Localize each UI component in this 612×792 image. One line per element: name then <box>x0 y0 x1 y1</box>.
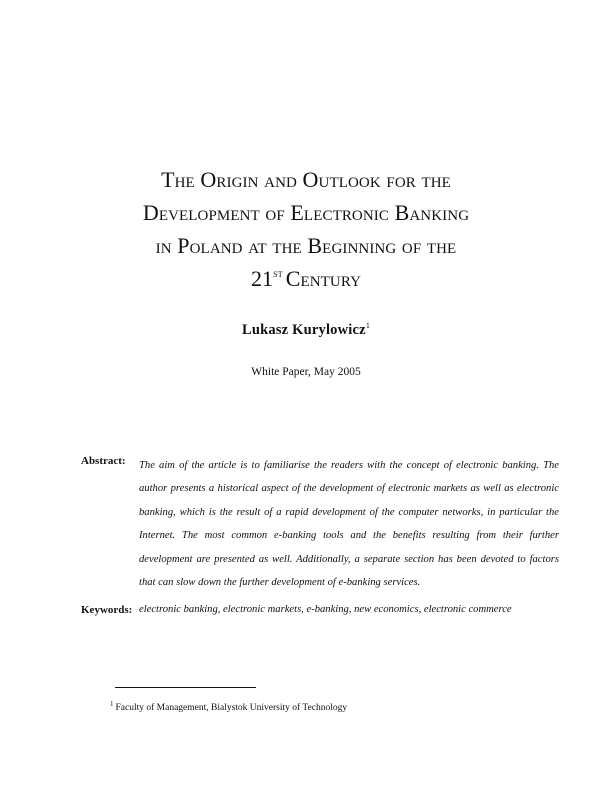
title-line-4 <box>0 262 612 295</box>
footnote <box>110 700 348 713</box>
paper-title <box>0 163 612 295</box>
footnote-text: Faculty of Management, Bialystok University of Technology <box>115 703 348 713</box>
title-ordinal-suffix: st <box>273 268 283 280</box>
author-name: Lukasz Kurylowicz <box>241 322 366 338</box>
abstract-text: The aim of the article is to familiarise the readers with the concept of electronic banking. The author presents a historical aspect of the development of electronic markets as well as electronic banking, which is the result of a rapid development of the computer networks, in particular the Internet. The most common e-banking tools and the benefits resulting from their further development are presented as well. Additionally, a separate section has been devoted to factors that can slow down the further development of e-banking services. <box>139 460 559 589</box>
paper-subtitle: White Paper, May 2005 <box>251 366 361 378</box>
author-footnote-mark: 1 <box>365 321 371 330</box>
abstract-label: Abstract: <box>81 455 126 467</box>
keywords-text: electronic banking, electronic markets, e-banking, new economics, electronic commerce <box>139 604 512 615</box>
footnote-mark: 1 <box>110 700 114 708</box>
title-century-number: 21 <box>250 266 274 291</box>
author-line <box>0 322 612 339</box>
title-line-2: Development of Electronic Banking <box>142 200 470 225</box>
title-century-word: Century <box>285 266 362 291</box>
keywords-label: Keywords: <box>81 604 133 616</box>
title-line-1: The Origin and Outlook for the <box>161 167 451 192</box>
title-line-3: in Poland at the Beginning of the <box>155 233 457 258</box>
footnote-divider <box>115 687 256 688</box>
